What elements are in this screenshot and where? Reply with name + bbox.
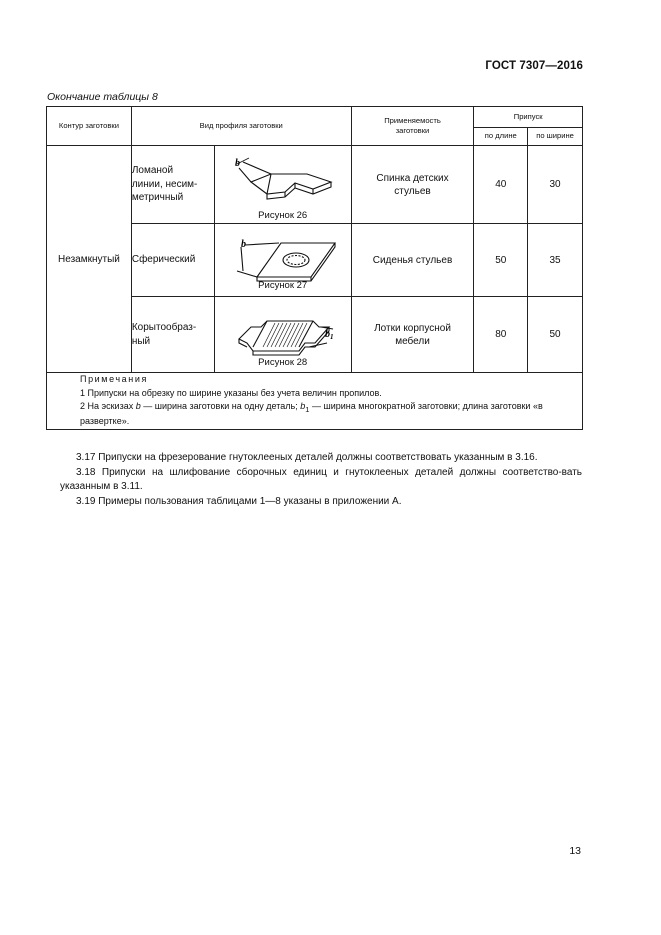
header-by-length: по длине	[474, 128, 528, 146]
paragraph-3-18: 3.18 Припуски на шлифование сборочных единиц и гнутоклееных деталей должны соответство-вать указанным в 3.11.	[60, 466, 582, 492]
by-width-cell: 30	[528, 146, 583, 224]
figure-cell	[214, 224, 351, 297]
notes-title: Примечания	[80, 374, 148, 384]
by-width-cell: 35	[528, 224, 583, 297]
by-length-cell: 40	[474, 146, 528, 224]
by-length-cell: 50	[474, 224, 528, 297]
body-text	[60, 451, 582, 509]
header-allowance: Припуск	[474, 107, 583, 128]
notes-row	[47, 373, 583, 430]
header-applicability: Применяемость заготовки	[351, 107, 474, 146]
figure-28-sketch	[221, 307, 345, 363]
b-label: b	[240, 239, 246, 250]
profile-cell: Ломаной линии, несим-метричный	[131, 146, 214, 224]
applicability-cell: Сиденья стульев	[351, 224, 474, 297]
applicability-cell: Лотки корпусной мебели	[351, 297, 474, 373]
notes-cell	[47, 373, 583, 430]
by-width-cell: 50	[528, 297, 583, 373]
table-caption: Окончание таблицы 8	[47, 91, 158, 103]
note-1: 1 Припуски на обрезку по ширине указаны без учета величин пропилов.	[80, 387, 382, 398]
b-label: b	[234, 157, 240, 169]
contour-cell: Незамкнутый	[47, 146, 132, 373]
b1-label: $b_1$	[324, 328, 334, 341]
standard-number: ГОСТ 7307—2016	[485, 60, 583, 72]
profile-cell: Сферический	[131, 224, 214, 297]
applicability-cell: Спинка детских стульев	[351, 146, 474, 224]
header-by-width: по ширине	[528, 128, 583, 146]
profile-cell: Корытообраз-ный	[131, 297, 214, 373]
figure-27-sketch	[223, 233, 343, 287]
figure-28-label: Рисунок 28	[258, 357, 308, 368]
figure-cell	[214, 146, 351, 224]
paragraph-3-19: 3.19 Примеры пользования таблицами 1—8 указаны в приложении А.	[76, 495, 402, 507]
header-contour: Контур заготовки	[47, 107, 132, 146]
note-2: 2 На эскизах b — ширина заготовки на одну деталь; $b_1$ — ширина многократной заготовки; длина заготовки «в развертке».	[80, 401, 543, 427]
page-number: 13	[569, 845, 581, 857]
figure-27-label: Рисунок 27	[258, 280, 308, 291]
figure-cell	[214, 297, 351, 373]
figure-26-label: Рисунок 26	[258, 210, 308, 221]
by-length-cell: 80	[474, 297, 528, 373]
allowance-table	[46, 106, 583, 430]
table-row	[47, 146, 583, 224]
figure-26-sketch	[223, 156, 343, 214]
paragraph-3-17: 3.17 Припуски на фрезерование гнутоклееных деталей должны соответствовать указанным в 3.16.	[76, 452, 538, 463]
header-profile: Вид профиля заготовки	[131, 107, 351, 146]
